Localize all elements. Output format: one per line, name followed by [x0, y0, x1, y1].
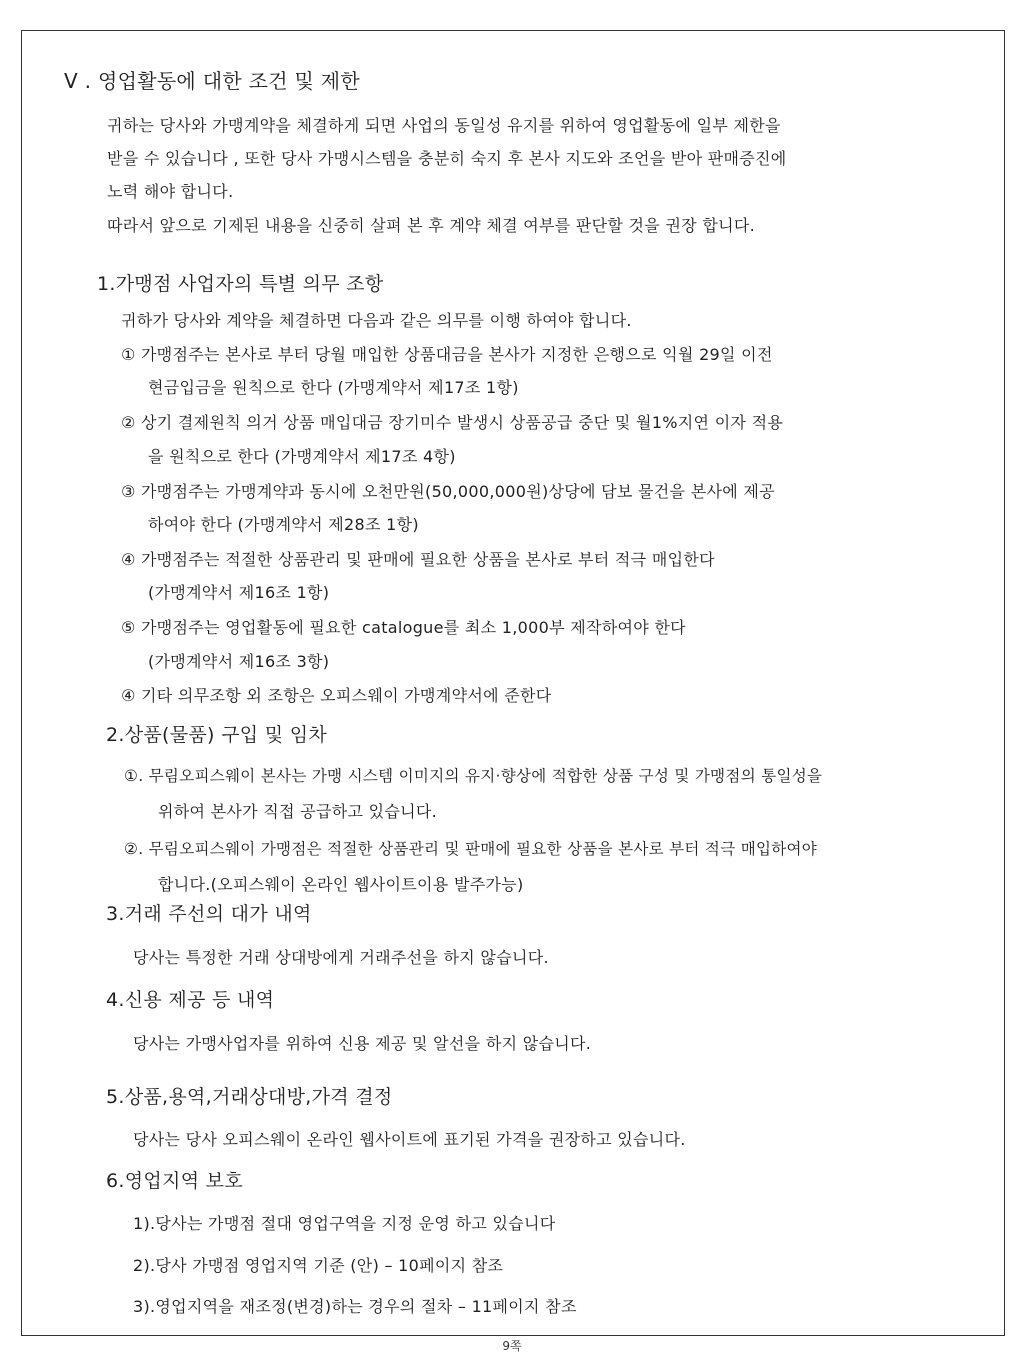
- obligation-item: ③ 가맹점주는 가맹계약과 동시에 오천만원(50,000,000원)상당에 담보 물건을 본사에 제공: [121, 482, 775, 501]
- obligation-item: ① 가맹점주는 본사로 부터 당월 매입한 상품대금을 본사가 지정한 은행으로 익월 29일 이전: [121, 345, 773, 364]
- intro-line: 귀하는 당사와 가맹계약을 체결하게 되면 사업의 동일성 유지를 위하여 영업활동에 일부 제한을: [107, 116, 781, 135]
- page-number: 9쪽: [502, 1339, 522, 1353]
- purchase-item: ②. 무림오피스웨이 가맹점은 적절한 상품관리 및 판매에 필요한 상품을 본사로 부터 적극 매입하여야: [124, 840, 818, 858]
- obligation-item: ② 상기 결제원칙 의거 상품 매입대금 장기미수 발생시 상품공급 중단 및 월1%지연 이자 적용: [121, 413, 784, 432]
- territory-item: 2).당사 가맹점 영업지역 기준 (안) – 10페이지 참조: [133, 1256, 504, 1275]
- intro-line: 따라서 앞으로 기제된 내용을 신중히 살펴 본 후 계약 체결 여부를 판단할 것을 권장 합니다.: [107, 216, 756, 235]
- section-3-text: 당사는 특정한 거래 상대방에게 거래주선을 하지 않습니다.: [133, 948, 549, 967]
- section-1-intro: 귀하가 당사와 계약을 체결하면 다음과 같은 의무를 이행 하여야 합니다.: [121, 311, 632, 330]
- territory-item: 3).영업지역을 재조정(변경)하는 경우의 절차 – 11페이지 참조: [133, 1297, 577, 1316]
- obligation-item: ④ 가맹점주는 적절한 상품관리 및 판매에 필요한 상품을 본사로 부터 적극 매입한다: [121, 550, 715, 569]
- obligation-item-cont: (가맹계약서 제16조 1항): [148, 583, 330, 602]
- section-4-title: 4.신용 제공 등 내역: [106, 989, 275, 1011]
- section-3-title: 3.거래 주선의 대가 내역: [106, 903, 312, 925]
- section-5-text: 당사는 당사 오피스웨이 온라인 웹사이트에 표기된 가격을 권장하고 있습니다.: [133, 1130, 686, 1149]
- purchase-item-cont: 합니다.(오피스웨이 온라인 웹사이트이용 발주가능): [158, 875, 524, 894]
- section-title: Ⅴ . 영업활동에 대한 조건 및 제한: [64, 69, 361, 93]
- obligation-item-cont: 을 원칙으로 한다 (가맹계약서 제17조 4항): [148, 447, 456, 466]
- obligation-item: ④ 기타 의무조항 외 조항은 오피스웨이 가맹계약서에 준한다: [121, 686, 552, 705]
- obligation-item-cont: (가맹계약서 제16조 3항): [148, 652, 330, 671]
- territory-item: 1).당사는 가맹점 절대 영업구역을 지정 운영 하고 있습니다: [133, 1214, 556, 1233]
- obligation-item-cont: 현금입금을 원칙으로 한다 (가맹계약서 제17조 1항): [148, 378, 519, 397]
- intro-line: 받을 수 있습니다 , 또한 당사 가맹시스템을 충분히 숙지 후 본사 지도와 조언을 받아 판매증진에: [107, 149, 787, 168]
- intro-line: 노력 해야 합니다.: [107, 182, 234, 201]
- section-4-text: 당사는 가맹사업자를 위하여 신용 제공 및 알선을 하지 않습니다.: [133, 1034, 592, 1053]
- section-2-title: 2.상품(물품) 구입 및 임차: [106, 724, 328, 746]
- section-1-title: 1.가맹점 사업자의 특별 의무 조항: [97, 273, 384, 295]
- section-5-title: 5.상품,용역,거래상대방,가격 결정: [106, 1086, 393, 1108]
- obligation-item-cont: 하여야 한다 (가맹계약서 제28조 1항): [148, 515, 419, 534]
- purchase-item-cont: 위하여 본사가 직접 공급하고 있습니다.: [158, 802, 438, 821]
- obligation-item: ⑤ 가맹점주는 영업활동에 필요한 catalogue를 최소 1,000부 제작하여야 한다: [121, 618, 686, 637]
- section-6-title: 6.영업지역 보호: [106, 1170, 243, 1192]
- purchase-item: ①. 무림오피스웨이 본사는 가맹 시스템 이미지의 유지·향상에 적합한 상품 구성 및 가맹점의 통일성을: [124, 767, 823, 785]
